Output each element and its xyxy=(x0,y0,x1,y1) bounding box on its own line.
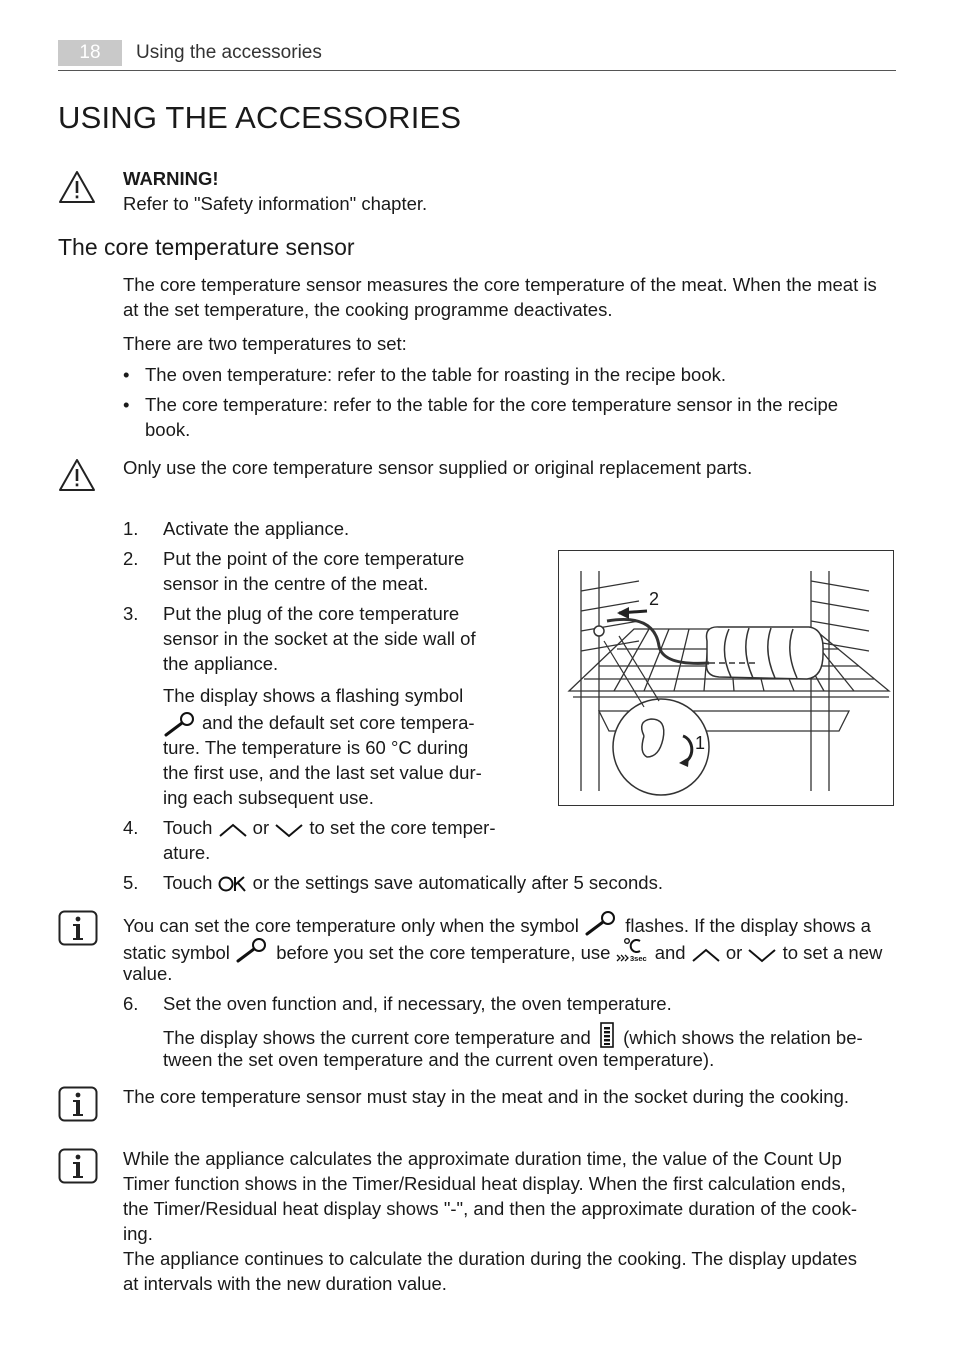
step-3-line-2: sensor in the socket at the side wall of xyxy=(163,628,476,649)
bullet-dot: • xyxy=(123,364,130,385)
info-3-line-2: Timer function shows in the Timer/Residual heat display. When the first calculation ends, xyxy=(123,1173,846,1194)
chevron-up-icon xyxy=(691,947,721,963)
step-3-note-line-2: and the default set core tempera- xyxy=(202,712,475,733)
info-1-a: You can set the core temperature only when the symbol xyxy=(123,915,579,936)
warning-heading: WARNING! xyxy=(123,168,219,189)
step-4-line-1 xyxy=(163,815,496,840)
info-icon xyxy=(58,910,98,946)
info-1-e: and xyxy=(654,942,686,963)
step-1-text: Activate the appliance. xyxy=(163,518,350,539)
step-3-note-line-3: ture. The temperature is 60 °C during xyxy=(163,737,469,758)
header-rule xyxy=(58,70,896,71)
celsius-3sec-icon xyxy=(616,937,650,963)
bullet-2-line-2: book. xyxy=(145,419,191,440)
info-icon xyxy=(58,1148,98,1184)
step-number: 2. xyxy=(123,548,139,569)
info-1-line-2 xyxy=(123,936,882,965)
caution-text: Only use the core temperature sensor supplied or original replacement parts. xyxy=(123,457,753,478)
info-1-g: to set a new xyxy=(782,942,883,963)
step-2-line-1: Put the point of the core temperature xyxy=(163,548,465,569)
info-1-d: before you set the core temperature, use xyxy=(276,942,611,963)
info-2-text: The core temperature sensor must stay in the meat and in the socket during the cooking. xyxy=(123,1086,849,1107)
core-probe-icon xyxy=(235,936,271,963)
page-number: 18 xyxy=(58,40,122,66)
step-4-rest: to set the core temper- xyxy=(309,817,496,838)
chevron-down-icon xyxy=(747,947,777,963)
bullet-2-line-1: The core temperature: refer to the table for the core temperature sensor in the recipe xyxy=(145,394,839,415)
info-1-c: static symbol xyxy=(123,942,230,963)
chevron-down-icon xyxy=(274,822,304,838)
step-4-touch: Touch xyxy=(163,817,213,838)
step-4-or: or xyxy=(252,817,270,838)
step-6-note-a: The display shows the current core temperature and xyxy=(163,1027,591,1048)
info-3-line-3: the Timer/Residual heat display shows "-", and then the approximate duration of the cook- xyxy=(123,1198,858,1219)
step-3-note-line-4: the first use, and the last set value dur- xyxy=(163,762,482,783)
warning-text: Refer to "Safety information" chapter. xyxy=(123,193,428,214)
step-5-touch: Touch xyxy=(163,872,213,893)
info-1-line-3: value. xyxy=(123,963,173,984)
ok-icon xyxy=(218,875,248,893)
info-3-line-4: ing. xyxy=(123,1223,153,1244)
step-number: 4. xyxy=(123,817,139,838)
step-3-note-line-1: The display shows a flashing symbol xyxy=(163,685,464,706)
step-number: 1. xyxy=(123,518,139,539)
page-title: USING THE ACCESSORIES xyxy=(58,100,462,135)
info-3-line-1: While the appliance calculates the approximate duration time, the value of the Count Up xyxy=(123,1148,842,1169)
step-2-line-2: sensor in the centre of the meat. xyxy=(163,573,429,594)
step-6-note-line-1 xyxy=(163,1022,863,1050)
step-6-note-b: (which shows the relation be- xyxy=(623,1027,863,1048)
info-1-f: or xyxy=(725,942,743,963)
section-heading: The core temperature sensor xyxy=(58,234,355,260)
chevron-up-icon xyxy=(218,822,248,838)
intro-line-2: at the set temperature, the cooking programme deactivates. xyxy=(123,299,613,320)
bullet-1: The oven temperature: refer to the table for roasting in the recipe book. xyxy=(145,364,727,385)
info-icon xyxy=(58,1086,98,1122)
step-5-text xyxy=(163,870,663,895)
info-3-line-5: The appliance continues to calculate the duration during the cooking. The display updates xyxy=(123,1248,857,1269)
step-4-line-2: ature. xyxy=(163,842,211,863)
core-probe-icon xyxy=(584,909,620,936)
info-1-line-1 xyxy=(123,909,871,938)
step-number: 3. xyxy=(123,603,139,624)
warning-triangle-icon xyxy=(58,170,96,204)
intro-line-1: The core temperature sensor measures the core temperature of the meat. When the meat is xyxy=(123,274,877,295)
callout-2: 2 xyxy=(649,589,660,609)
two-temps-label: There are two temperatures to set: xyxy=(123,333,407,354)
temperature-bar-icon xyxy=(596,1022,618,1048)
sensor-illustration xyxy=(558,550,894,806)
step-3-note-line-5: ing each subsequent use. xyxy=(163,787,374,808)
step-number: 5. xyxy=(123,872,139,893)
info-3-line-6: at intervals with the new duration value. xyxy=(123,1273,447,1294)
warning-triangle-icon xyxy=(58,458,96,492)
step-3-line-1: Put the plug of the core temperature xyxy=(163,603,460,624)
step-5-rest: or the settings save automatically after 5 seconds. xyxy=(252,872,663,893)
step-6-text: Set the oven function and, if necessary, the oven temperature. xyxy=(163,993,672,1014)
svg-text:3sec: 3sec xyxy=(629,954,647,963)
callout-1: 1 xyxy=(695,733,706,753)
step-number: 6. xyxy=(123,993,139,1014)
oven-shelf-drawing xyxy=(559,551,893,805)
info-1-b: flashes. If the display shows a xyxy=(625,915,871,936)
step-6-note-line-2: tween the set oven temperature and the current oven temperature). xyxy=(163,1049,715,1070)
core-probe-icon xyxy=(163,710,199,737)
bullet-dot: • xyxy=(123,394,130,415)
step-3-line-3: the appliance. xyxy=(163,653,279,674)
running-title: Using the accessories xyxy=(136,42,322,63)
